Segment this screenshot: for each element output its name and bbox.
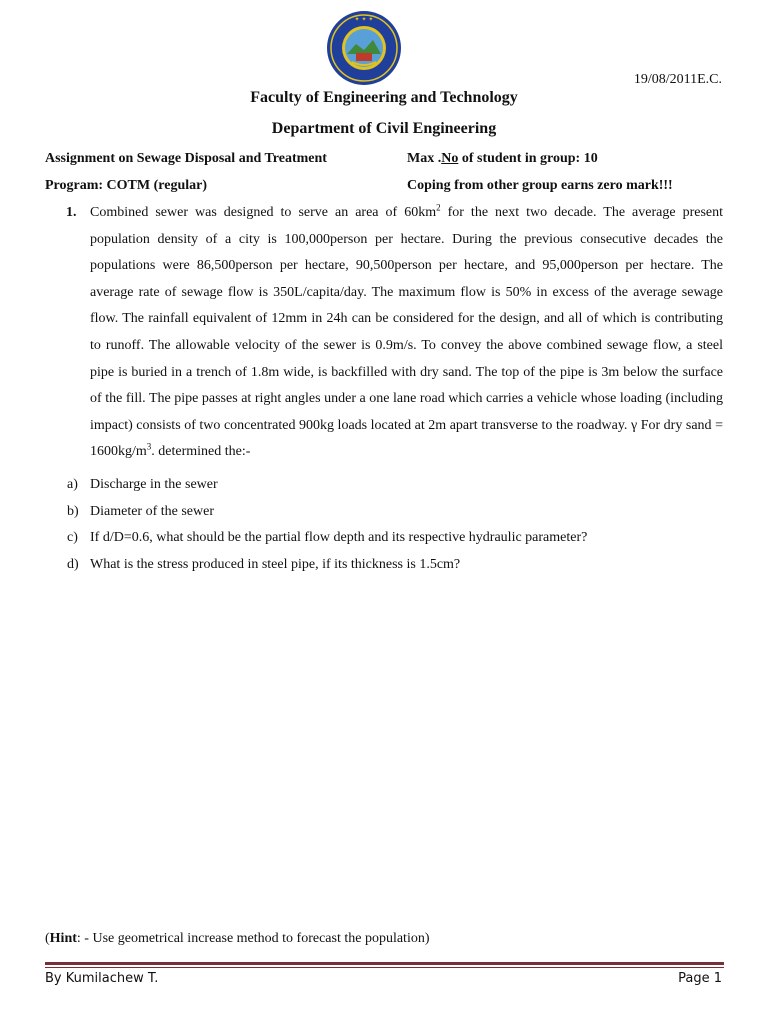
svg-text:✦ ✦ ✦: ✦ ✦ ✦ [354, 16, 374, 23]
sub-question-d: d) What is the stress produced in steel pipe, if its thickness is 1.5cm? [67, 557, 461, 572]
sub-question-a: a) Discharge in the sewer [67, 477, 218, 492]
footer-rule-thin [45, 967, 724, 968]
sub-question-b: b) Diameter of the sewer [67, 504, 214, 519]
copying-warning: Coping from other group earns zero mark!!! [407, 178, 673, 193]
program-line: Program: COTM (regular) [45, 178, 207, 193]
question-paragraph: Combined sewer was designed to serve an area of $60km^2$ for the next two decade. The average present population density of a city is 100,000person per hectare. During the previous consecutive decades the populations were 86,500person per hectare, 90,500person per hectare, and 95,000person per hectare. The average rate of sewage flow is 350L/capita/day. The maximum flow is 50% in excess of the average sewage flow. The rainfall equivalent of 12mm in 24h can be considered for the design, and all of which is contributing to runoff. The allowable velocity of the sewer is 0.9m/s. To convey the above combined sewage flow, a steel pipe is buried in a trench of 1.8m wide, is backfilled with dry sand. The top of the pipe is 3m below the surface of the fill. The pipe passes at right angles under a one lane road which carries a vehicle whose loading (including impact) consists of two concentrated 900kg loads located at 2m apart transverse to the roadway. γ For dry sand = $1600kg/m^3$. determined the:- [90, 202, 723, 460]
footer-page-number: Page 1 [678, 971, 722, 986]
question-number: 1. [66, 205, 77, 220]
document-date: 19/08/2011E.C. [633, 72, 722, 87]
footer-author: By Kumilachew T. [45, 971, 159, 986]
footer-rule-thick [45, 962, 724, 965]
assignment-title: Assignment on Sewage Disposal and Treatment [45, 151, 327, 166]
university-logo [326, 10, 402, 86]
sub-question-c: c) If d/D=0.6, what should be the partial flow depth and its respective hydraulic parameter? [67, 530, 588, 545]
max-students-line: Max .No of student in group: 10 [407, 151, 598, 166]
hint-note: (Hint: - Use geometrical increase method to forecast the population) [45, 931, 430, 946]
department-title: Department of Civil Engineering [271, 120, 497, 137]
faculty-title: Faculty of Engineering and Technology [250, 89, 518, 106]
